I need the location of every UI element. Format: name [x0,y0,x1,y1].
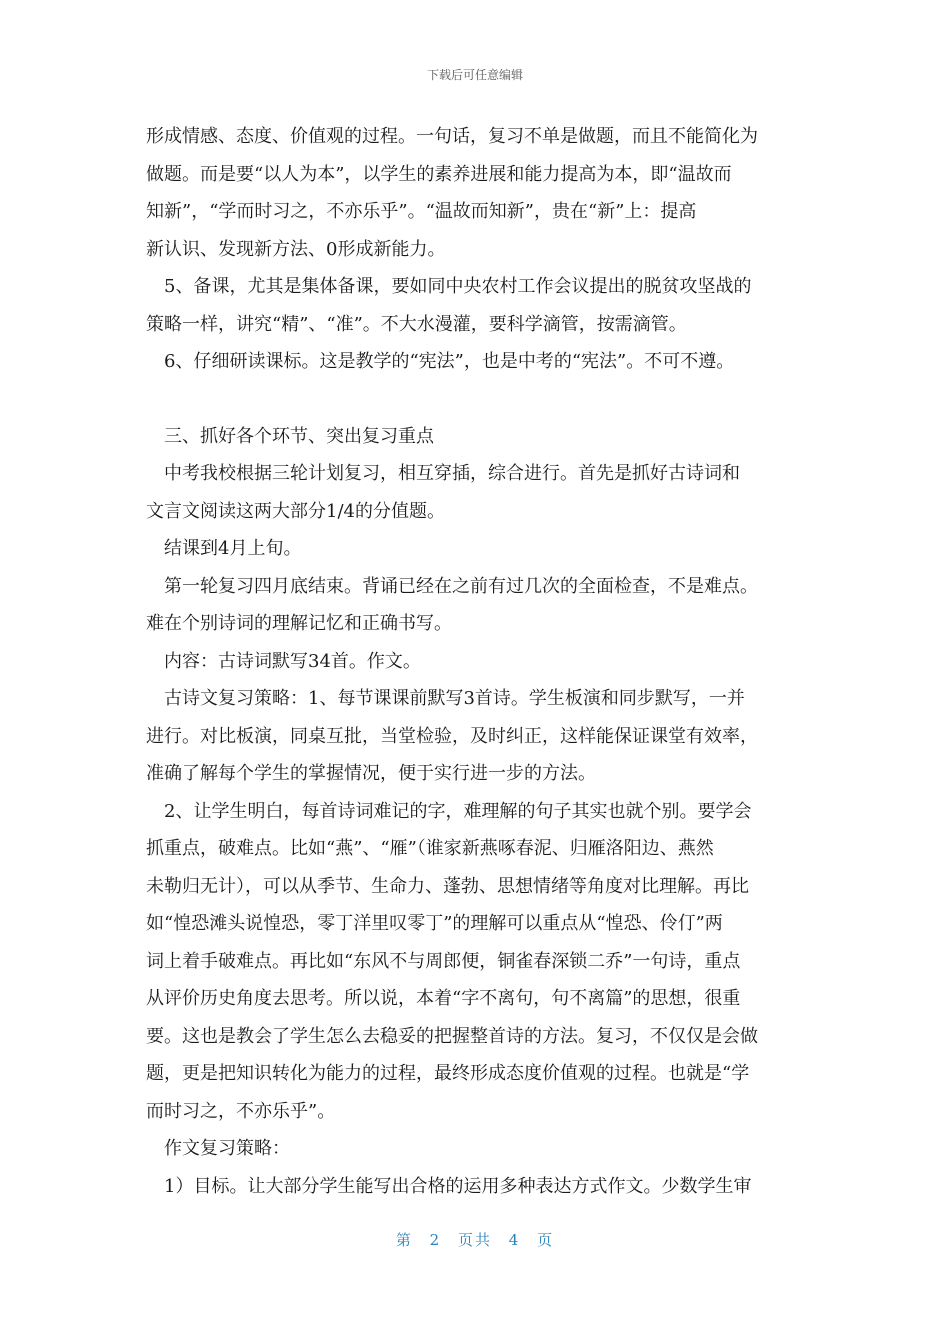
text-line: 1）目标。让大部分学生能写出合格的运用多种表达方式作文。少数学生审 [146,1175,752,1197]
text-line: 未勒归无计），可以从季节、生命力、蓬勃、思想情绪等角度对比理解。再比 [146,875,749,897]
text-line: 结课到4月上旬。 [146,538,302,559]
text-line: 抓重点，破难点。比如“燕”、“雁”（谁家新燕啄春泥、归雁洛阳边、燕然 [146,838,714,859]
text-line: 要。这也是教会了学生怎么去稳妥的把握整首诗的方法。复习，不仅仅是会做 [146,1025,758,1047]
page-header-note: 下载后可任意编辑 [426,68,523,82]
text-line: 新认识、发现新方法、0形成新能力。 [146,238,446,260]
text-line: 词上着手破难点。再比如“东风不与周郎便，铜雀春深锁二乔”一句诗，重点 [146,950,741,972]
text-line: 5、备课，尤其是集体备课，要如同中央农村工作会议提出的脱贫攻坚战的 [146,276,752,297]
text-line: 中考我校根据三轮计划复习，相互穿插，综合进行。首先是抓好古诗词和 [146,463,740,484]
text-line: 题，更是把知识转化为能力的过程，最终形成态度价值观的过程。也就是“学 [146,1063,750,1084]
text-line: 文言文阅读这两大部分1/4的分值题。 [146,500,445,522]
text-line: 如“惶恐滩头说惶恐，零丁洋里叹零丁”的理解可以重点从“惶恐、伶仃”两 [146,913,723,934]
document-body [146,118,826,1205]
text-line: 形成情感、态度、价值观的过程。一句话，复习不单是做题，而且不能简化为 [146,126,758,147]
text-line: 准确了解每个学生的掌握情况，便于实行进一步的方法。 [146,763,596,784]
text-line: 6、仔细研读课标。这是教学的“宪法”，也是中考的“宪法”。不可不遵。 [146,351,735,372]
page-number-footer: 第 2 页共 4 页 [395,1231,555,1249]
text-line: 进行。对比板演，同桌互批，当堂检验，及时纠正，这样能保证课堂有效率， [146,725,758,747]
section-heading: 三、抓好各个环节、突出复习重点 [146,425,434,447]
text-line: 而时习之，不亦乐乎”。 [146,1100,336,1122]
text-line: 作文复习策略： [146,1138,290,1159]
text-line: 难在个别诗词的理解记忆和正确书写。 [146,613,452,634]
text-line: 知新”，“学而时习之，不亦乐乎”。“温故而知新”，贵在“新”上：提高 [146,201,697,222]
text-line: 从评价历史角度去思考。所以说，本着“字不离句，句不离篇”的思想，很重 [146,988,741,1009]
text-line: 第一轮复习四月底结束。背诵已经在之前有过几次的全面检查，不是难点。 [146,575,758,597]
text-line: 做题。而是要“以人为本”，以学生的素养进展和能力提高为本，即“温故而 [146,163,732,185]
text-line: 内容：古诗词默写34首。作文。 [146,650,421,672]
text-line: 古诗文复习策略：1、每节课课前默写3首诗。学生板演和同步默写，一并 [146,688,745,709]
text-line: 策略一样，讲究“精”、“准”。不大水漫灌，要科学滴管，按需滴管。 [146,313,687,335]
text-line: 2、让学生明白，每首诗词难记的字，难理解的句子其实也就个别。要学会 [146,800,752,822]
